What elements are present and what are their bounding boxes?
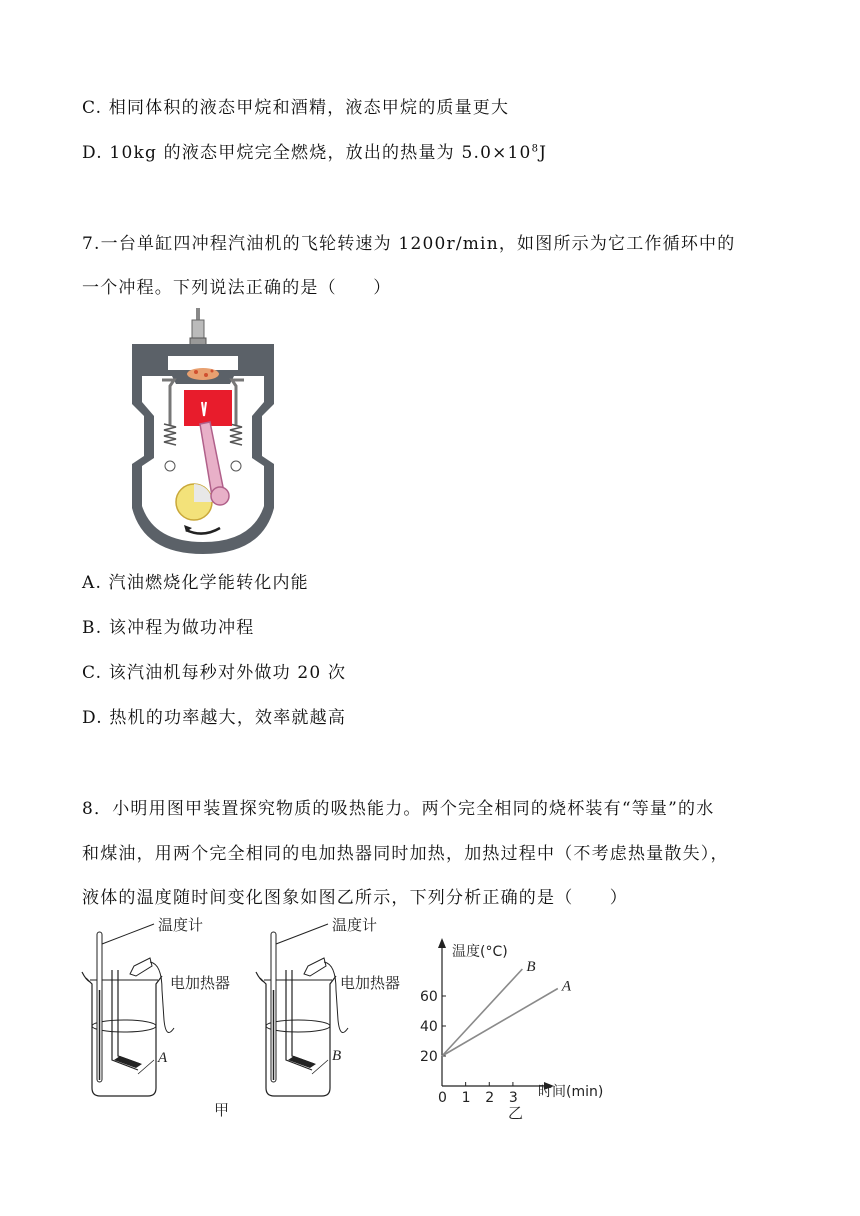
- q7-stem-line2: 一个冲程。下列说法正确的是（ ）: [82, 278, 392, 298]
- q7-stem-line1: 7.一台单缸四冲程汽油机的飞轮转速为 1200r/min，如图所示为它工作循环中的: [82, 234, 736, 254]
- q6-option-d-exponent: 8: [531, 143, 540, 155]
- q8-stem-line3: 液体的温度随时间变化图象如图乙所示，下列分析正确的是（ ）: [82, 888, 628, 908]
- q7-option-a: A. 汽油燃烧化学能转化内能: [82, 573, 309, 593]
- x-tick-label: 1: [461, 1090, 471, 1106]
- y-tick-label: 20: [420, 1049, 438, 1065]
- figure-jia-beakers: [78, 910, 423, 1125]
- q6-option-c: C. 相同体积的液态甲烷和酒精，液态甲烷的质量更大: [82, 98, 510, 118]
- q6-option-d-text: D. 10kg 的液态甲烷完全燃烧，放出的热量为 5.0×10: [82, 143, 532, 163]
- figure-jia-caption: 甲: [214, 1101, 230, 1119]
- x-tick-label: 3: [508, 1090, 518, 1106]
- y-tick-label: 60: [420, 989, 438, 1005]
- series-line-b: [442, 969, 522, 1056]
- q7-option-b: B. 该冲程为做功冲程: [82, 618, 255, 638]
- engine-cylinder-figure: [128, 306, 278, 554]
- q6-option-d-unit: J: [539, 143, 548, 163]
- liquid-label-b: B: [332, 1048, 342, 1064]
- heater-label-a: 电加热器: [170, 974, 231, 992]
- q7-option-c: C. 该汽油机每秒对外做功 20 次: [82, 663, 347, 683]
- figure-yi-chart: [418, 936, 618, 1122]
- thermometer-label-a: 温度计: [158, 916, 204, 934]
- beaker-a: [82, 924, 174, 1096]
- liquid-label-a: A: [158, 1050, 168, 1066]
- x-tick-label: 0: [438, 1090, 447, 1106]
- y-tick-label: 40: [420, 1019, 438, 1035]
- beaker-b: [256, 924, 348, 1096]
- y-axis-arrow: [438, 938, 446, 948]
- series-label-a: A: [561, 978, 571, 995]
- q7-option-d: D. 热机的功率越大，效率就越高: [82, 708, 347, 728]
- q8-stem-line1: 8．小明用图甲装置探究物质的吸热能力。两个完全相同的烧杯装有“等量”的水: [82, 799, 715, 819]
- series-label-b: B: [526, 959, 536, 975]
- q8-stem-line2: 和煤油，用两个完全相同的电加热器同时加热，加热过程中（不考虑热量散失），: [82, 844, 729, 864]
- x-axis-label: 时间(min): [538, 1084, 604, 1100]
- series-line-a: [442, 989, 558, 1057]
- heater-label-b: 电加热器: [340, 974, 401, 992]
- y-axis-label: 温度(°C): [452, 944, 508, 960]
- q6-option-d: [82, 138, 547, 163]
- thermometer-label-b: 温度计: [332, 916, 378, 934]
- figure-yi-caption: 乙: [508, 1104, 524, 1122]
- x-tick-label: 2: [485, 1090, 495, 1106]
